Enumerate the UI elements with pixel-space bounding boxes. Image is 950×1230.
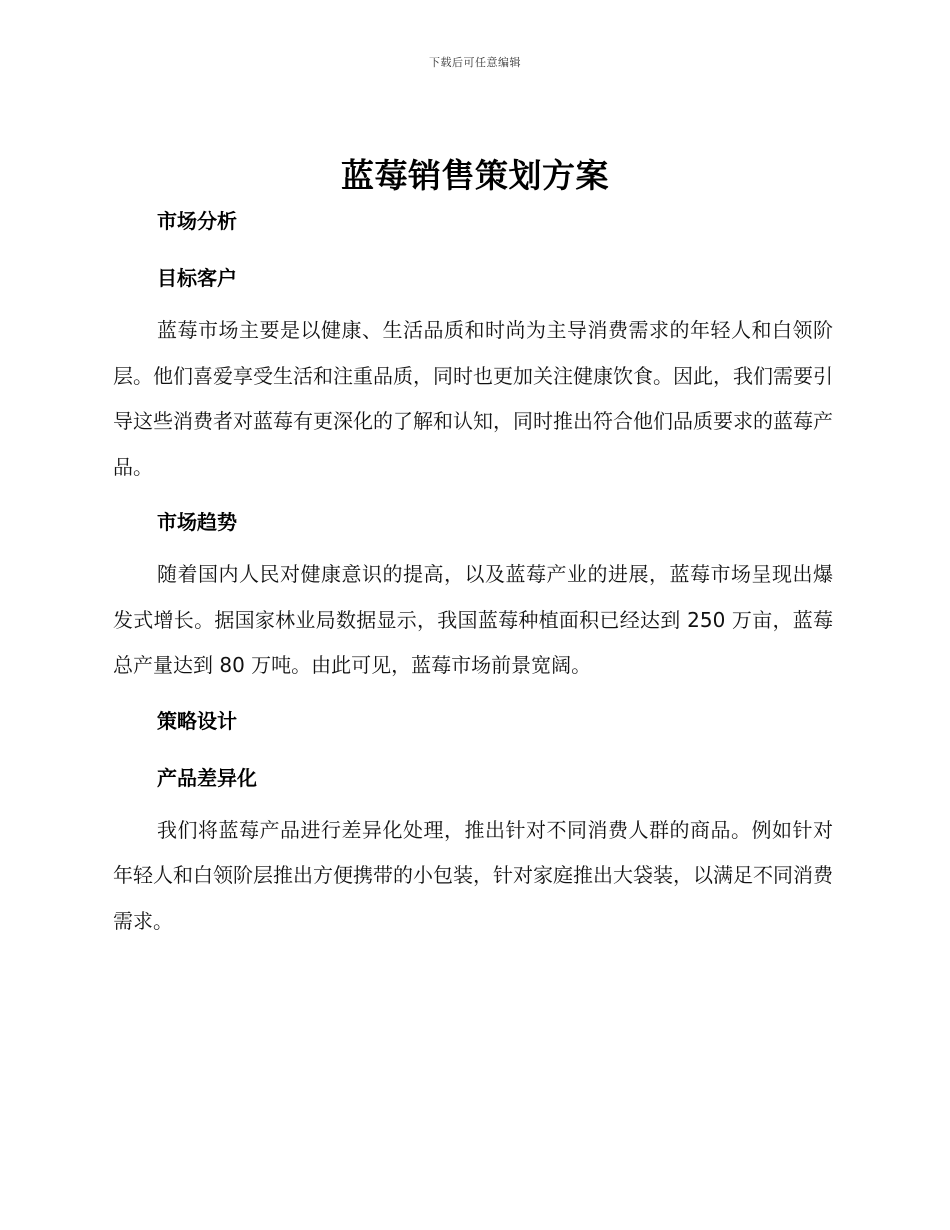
subsection-heading-target-customers: 目标客户: [157, 266, 237, 290]
document-body: [113, 205, 833, 944]
section-heading-market-analysis: 市场分析: [157, 209, 237, 233]
subsection-heading-product-differentiation: 产品差异化: [157, 765, 257, 790]
paragraph-target-customers: 蓝莓市场主要是以健康、生活品质和时尚为主导消费需求的年轻人和白领阶层。他们喜爱享受生活和注重品质，同时也更加关注健康饮食。因此，我们需要引导这些消费者对蓝莓有更深化的了解和认知，同时推出符合他们品质要求的蓝莓产品。: [113, 318, 833, 479]
document-title: 蓝莓销售策划方案: [341, 156, 609, 195]
subsection-heading-market-trend: 市场趋势: [157, 510, 237, 534]
paragraph-market-trend: 随着国内人民对健康意识的提高，以及蓝莓产业的进展，蓝莓市场呈现出爆发式增长。据国家林业局数据显示，我国蓝莓种植面积已经达到 250 万亩，蓝莓总产量达到 80 万吨。由此可见，蓝莓市场前景宽阔。: [113, 562, 833, 677]
paragraph-product-differentiation: 我们将蓝莓产品进行差异化处理，推出针对不同消费人群的商品。例如针对年轻人和白领阶层推出方便携带的小包装，针对家庭推出大袋装，以满足不同消费需求。: [113, 817, 833, 933]
section-heading-strategy-design: 策略设计: [157, 708, 237, 733]
header-note: 下载后可任意编辑: [429, 56, 521, 69]
